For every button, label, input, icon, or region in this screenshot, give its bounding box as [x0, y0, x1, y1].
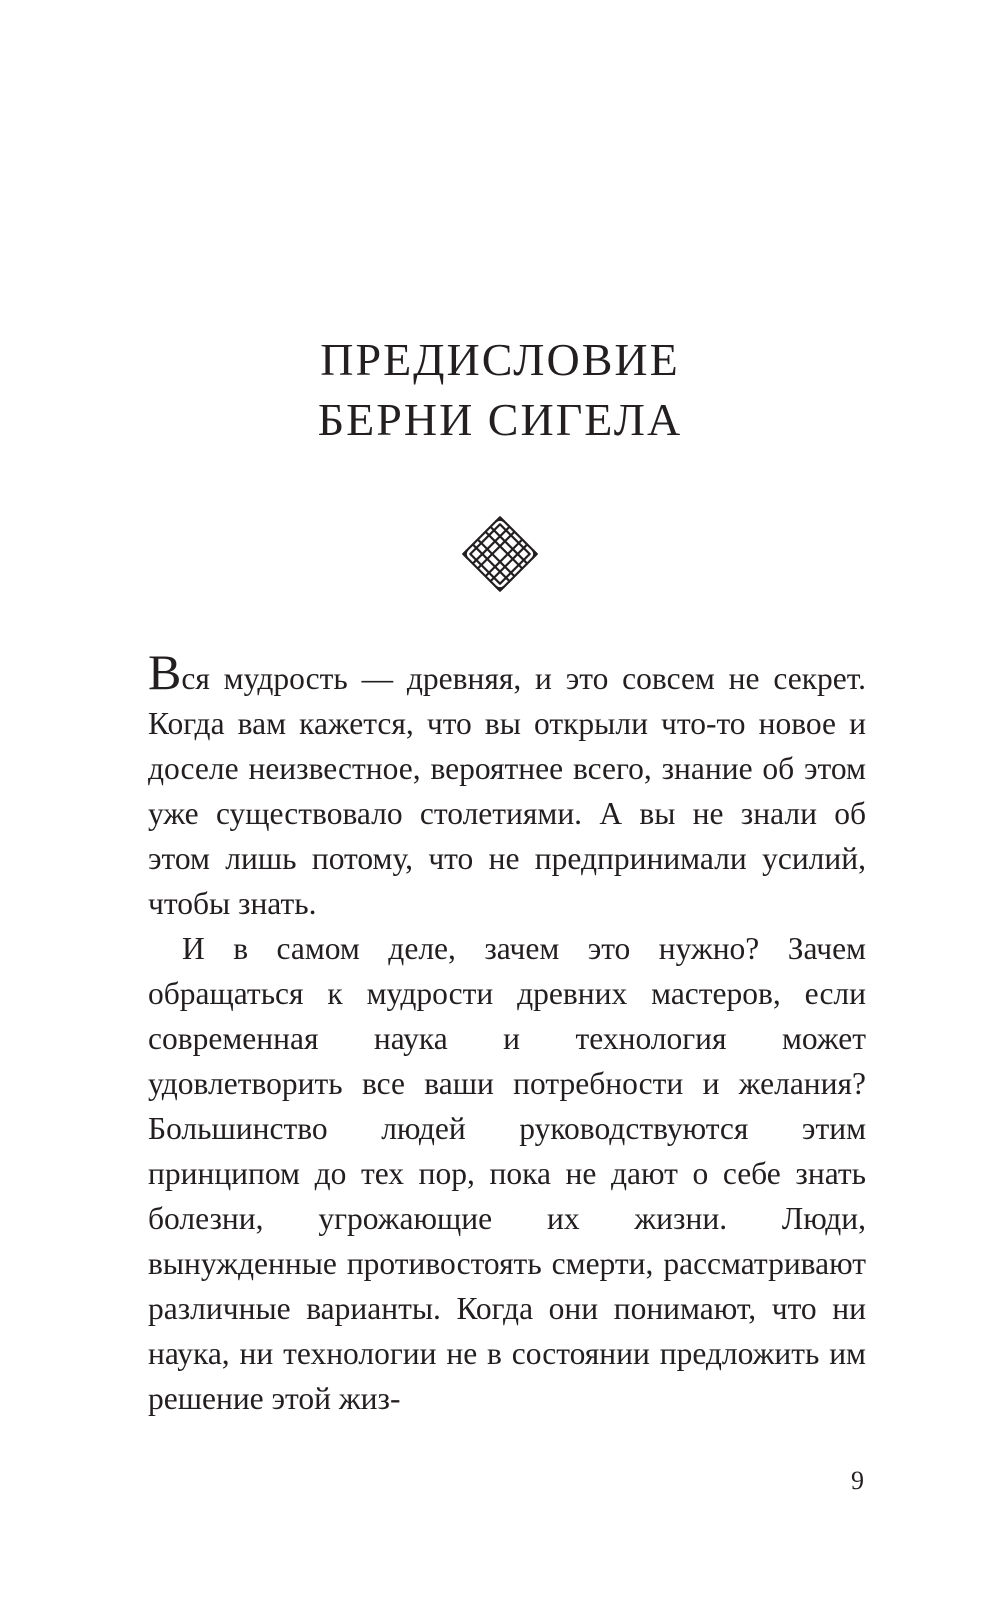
- paragraph-1: [148, 644, 866, 926]
- body-text: [148, 644, 866, 1421]
- endless-knot-icon: [454, 508, 546, 600]
- dropcap-letter: В: [148, 644, 182, 700]
- chapter-title-line-1: ПРЕДИСЛОВИЕ: [320, 334, 680, 385]
- paragraph-1-text: ся мудрость — древняя, и это совсем не секрет. Когда вам кажется, что вы открыли что-то новое и доселе неизвестное, вероятнее всего, знание об этом уже существовало столетиями. А вы не знали об этом лишь потому, что не предпринимали усилий, чтобы знать.: [148, 661, 866, 921]
- chapter-title-line-2: БЕРНИ СИГЕЛА: [317, 394, 683, 445]
- chapter-title: [0, 330, 1000, 450]
- page-number: 9: [851, 1466, 864, 1495]
- paragraph-2: И в самом деле, зачем это нужно? Зачем обращаться к мудрости древних мастеров, если современная наука и технология может удовлетворить все ваши потребности и желания? Большинство людей руководствуются этим принципом до тех пор, пока не дают о себе знать болезни, угрожающие их жизни. Люди, вынужденные противостоять смерти, рассматривают различные варианты. Когда они понимают, что ни наука, ни технологии не в состоянии предложить им решение этой жиз-: [148, 931, 866, 1416]
